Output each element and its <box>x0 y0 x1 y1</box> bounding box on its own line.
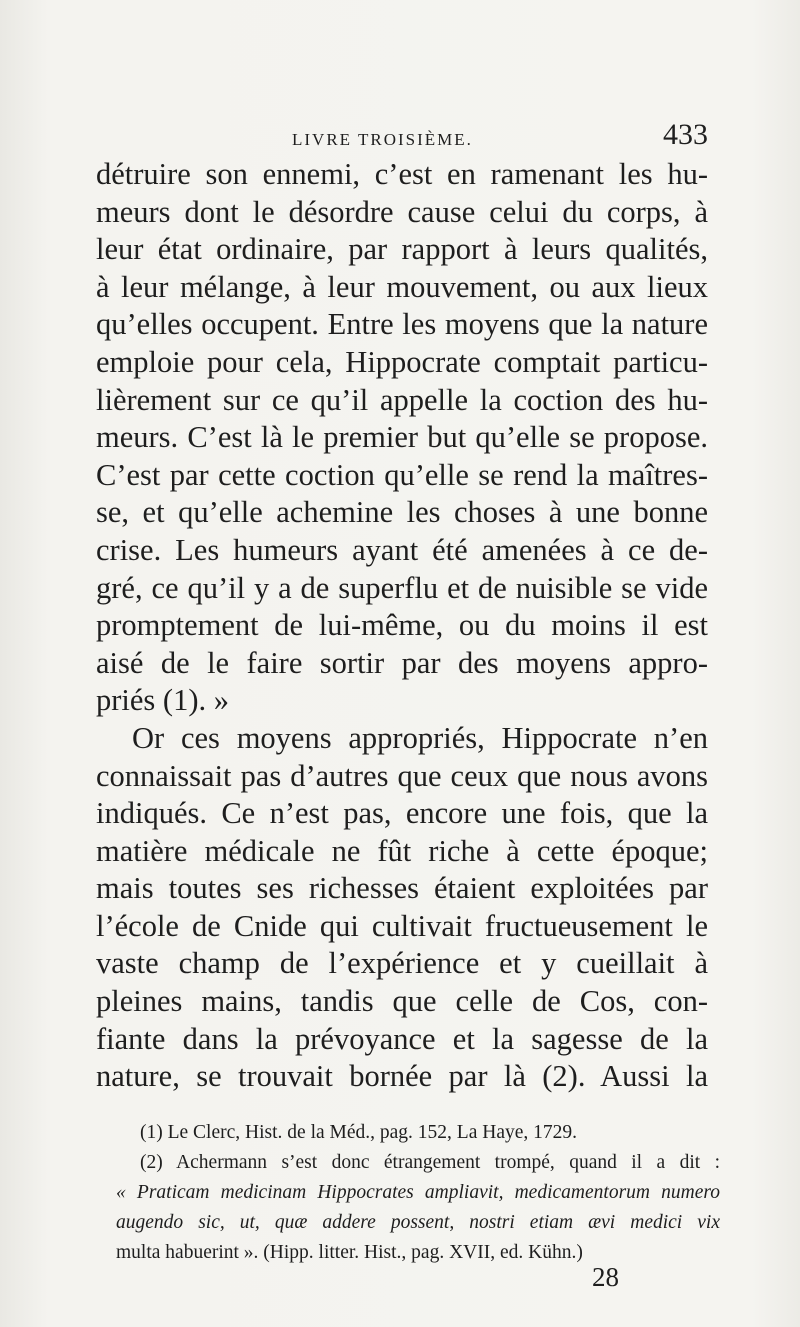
text-line: fiante dans la prévoyance et la sagesse de la <box>96 1021 708 1056</box>
footnote-1: (1) Le Clerc, Hist. de la Méd., pag. 152, La Haye, 1729. <box>140 1122 577 1143</box>
footnotes <box>116 1118 720 1268</box>
text-line: vaste champ de l’expérience et y cueillait à <box>96 946 708 981</box>
text-line: leur état ordinaire, par rapport à leurs qualités, <box>96 232 708 267</box>
text-line: nature, se trouvait bornée par là (2). Aussi la <box>96 1059 708 1094</box>
text-line: mais toutes ses richesses étaient exploitées par <box>96 871 708 906</box>
text-line: matière médicale ne fût riche à cette époque; <box>96 833 708 868</box>
text-line: connaissait pas d’autres que ceux que nous avons <box>96 758 708 793</box>
text-line: priés (1). » <box>96 683 229 718</box>
text-line: Or ces moyens appropriés, Hippocrate n’en <box>132 720 708 755</box>
text-line: se, et qu’elle achemine les choses à une bonne <box>96 495 708 530</box>
page-number: 433 <box>663 118 708 151</box>
text-line: C’est par cette coction qu’elle se rend la maîtres- <box>96 457 708 492</box>
text-line: aisé de le faire sortir par des moyens appro- <box>96 645 708 680</box>
page-header <box>100 118 708 158</box>
text-line: à leur mélange, à leur mouvement, ou aux lieux <box>96 269 708 304</box>
paragraph-1 <box>96 156 708 720</box>
footnote-2-line: multa habuerint ». (Hipp. litter. Hist., pag. XVII, ed. Kühn.) <box>116 1242 583 1263</box>
footnote-2-line: « Praticam medicinam Hippocrates ampliavit, medicamentorum numero <box>116 1182 720 1203</box>
text-line: lièrement sur ce qu’il appelle la coction des hu- <box>96 382 708 417</box>
footnote-2-line: augendo sic, ut, quæ addere possent, nostri etiam ævi medici vix <box>116 1212 720 1233</box>
paragraph-2 <box>96 720 708 1096</box>
signature-mark: 28 <box>592 1262 619 1292</box>
running-head: LIVRE TROISIÈME. <box>292 130 473 149</box>
footnote-2-line: (2) Achermann s’est donc étrangement trompé, quand il a dit : <box>140 1152 720 1173</box>
text-line: l’école de Cnide qui cultivait fructueusement le <box>96 908 708 943</box>
text-line: gré, ce qu’il y a de superflu et de nuisible se vide <box>96 570 708 605</box>
text-line: indiqués. Ce n’est pas, encore une fois, que la <box>96 796 708 831</box>
text-line: promptement de lui-même, ou du moins il est <box>96 608 708 643</box>
text-line: détruire son ennemi, c’est en ramenant les hu- <box>96 157 708 191</box>
text-line: pleines mains, tandis que celle de Cos, con- <box>96 984 708 1019</box>
text-line: qu’elles occupent. Entre les moyens que la nature <box>96 307 708 342</box>
text-line: meurs dont le désordre cause celui du corps, à <box>96 194 708 229</box>
text-line: emploie pour cela, Hippocrate comptait particu- <box>96 344 708 379</box>
text-line: crise. Les humeurs ayant été amenées à ce de- <box>96 532 708 567</box>
body-text <box>96 156 708 1096</box>
text-line: meurs. C’est là le premier but qu’elle se propose. <box>96 420 708 455</box>
